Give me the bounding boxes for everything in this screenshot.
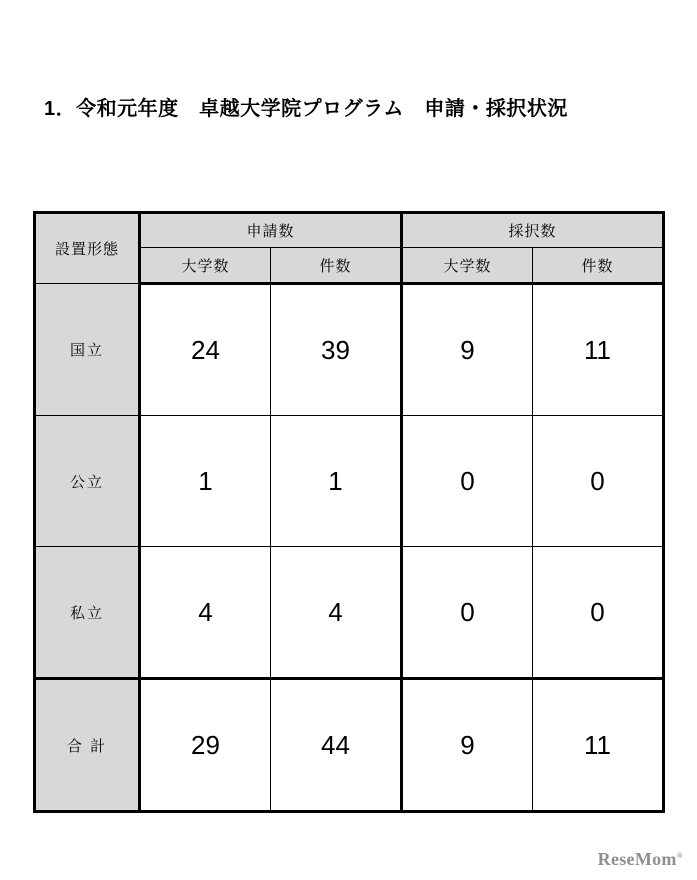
watermark-text: ReseMom bbox=[597, 849, 677, 869]
watermark-trademark: ® bbox=[676, 851, 683, 860]
row-label-total: 合 計 bbox=[35, 679, 140, 812]
cell-national-app-cases: 39 bbox=[271, 284, 402, 416]
cell-public-sel-universities: 0 bbox=[402, 416, 533, 547]
cell-public-sel-cases: 0 bbox=[533, 416, 664, 547]
table-header-row-groups bbox=[35, 213, 664, 248]
cell-total-app-cases: 44 bbox=[271, 679, 402, 812]
table-row bbox=[35, 416, 664, 547]
table-container bbox=[33, 211, 664, 813]
table-row-total bbox=[35, 679, 664, 812]
table-body bbox=[35, 284, 664, 812]
table-head bbox=[35, 213, 664, 284]
cell-national-sel-universities: 9 bbox=[402, 284, 533, 416]
sub-header-applications-cases: 件数 bbox=[271, 248, 402, 284]
cell-total-app-universities: 29 bbox=[140, 679, 271, 812]
group-header-applications: 申請数 bbox=[140, 213, 402, 248]
row-label-national: 国立 bbox=[35, 284, 140, 416]
group-header-selections: 採択数 bbox=[402, 213, 664, 248]
cell-public-app-cases: 1 bbox=[271, 416, 402, 547]
application-status-table bbox=[33, 211, 665, 813]
sub-header-applications-universities: 大学数 bbox=[140, 248, 271, 284]
cell-private-app-universities: 4 bbox=[140, 547, 271, 679]
row-label-public: 公立 bbox=[35, 416, 140, 547]
cell-total-sel-cases: 11 bbox=[533, 679, 664, 812]
sub-header-selections-cases: 件数 bbox=[533, 248, 664, 284]
sub-header-selections-universities: 大学数 bbox=[402, 248, 533, 284]
table-corner-label: 設置形態 bbox=[35, 213, 140, 284]
page-title: 1．令和元年度 卓越大学院プログラム 申請・採択状況 bbox=[44, 98, 568, 120]
cell-private-sel-universities: 0 bbox=[402, 547, 533, 679]
cell-public-app-universities: 1 bbox=[140, 416, 271, 547]
cell-national-app-universities: 24 bbox=[140, 284, 271, 416]
watermark bbox=[598, 849, 683, 870]
cell-private-app-cases: 4 bbox=[271, 547, 402, 679]
cell-total-sel-universities: 9 bbox=[402, 679, 533, 812]
row-label-private: 私立 bbox=[35, 547, 140, 679]
cell-private-sel-cases: 0 bbox=[533, 547, 664, 679]
table-row bbox=[35, 547, 664, 679]
table-row bbox=[35, 284, 664, 416]
cell-national-sel-cases: 11 bbox=[533, 284, 664, 416]
